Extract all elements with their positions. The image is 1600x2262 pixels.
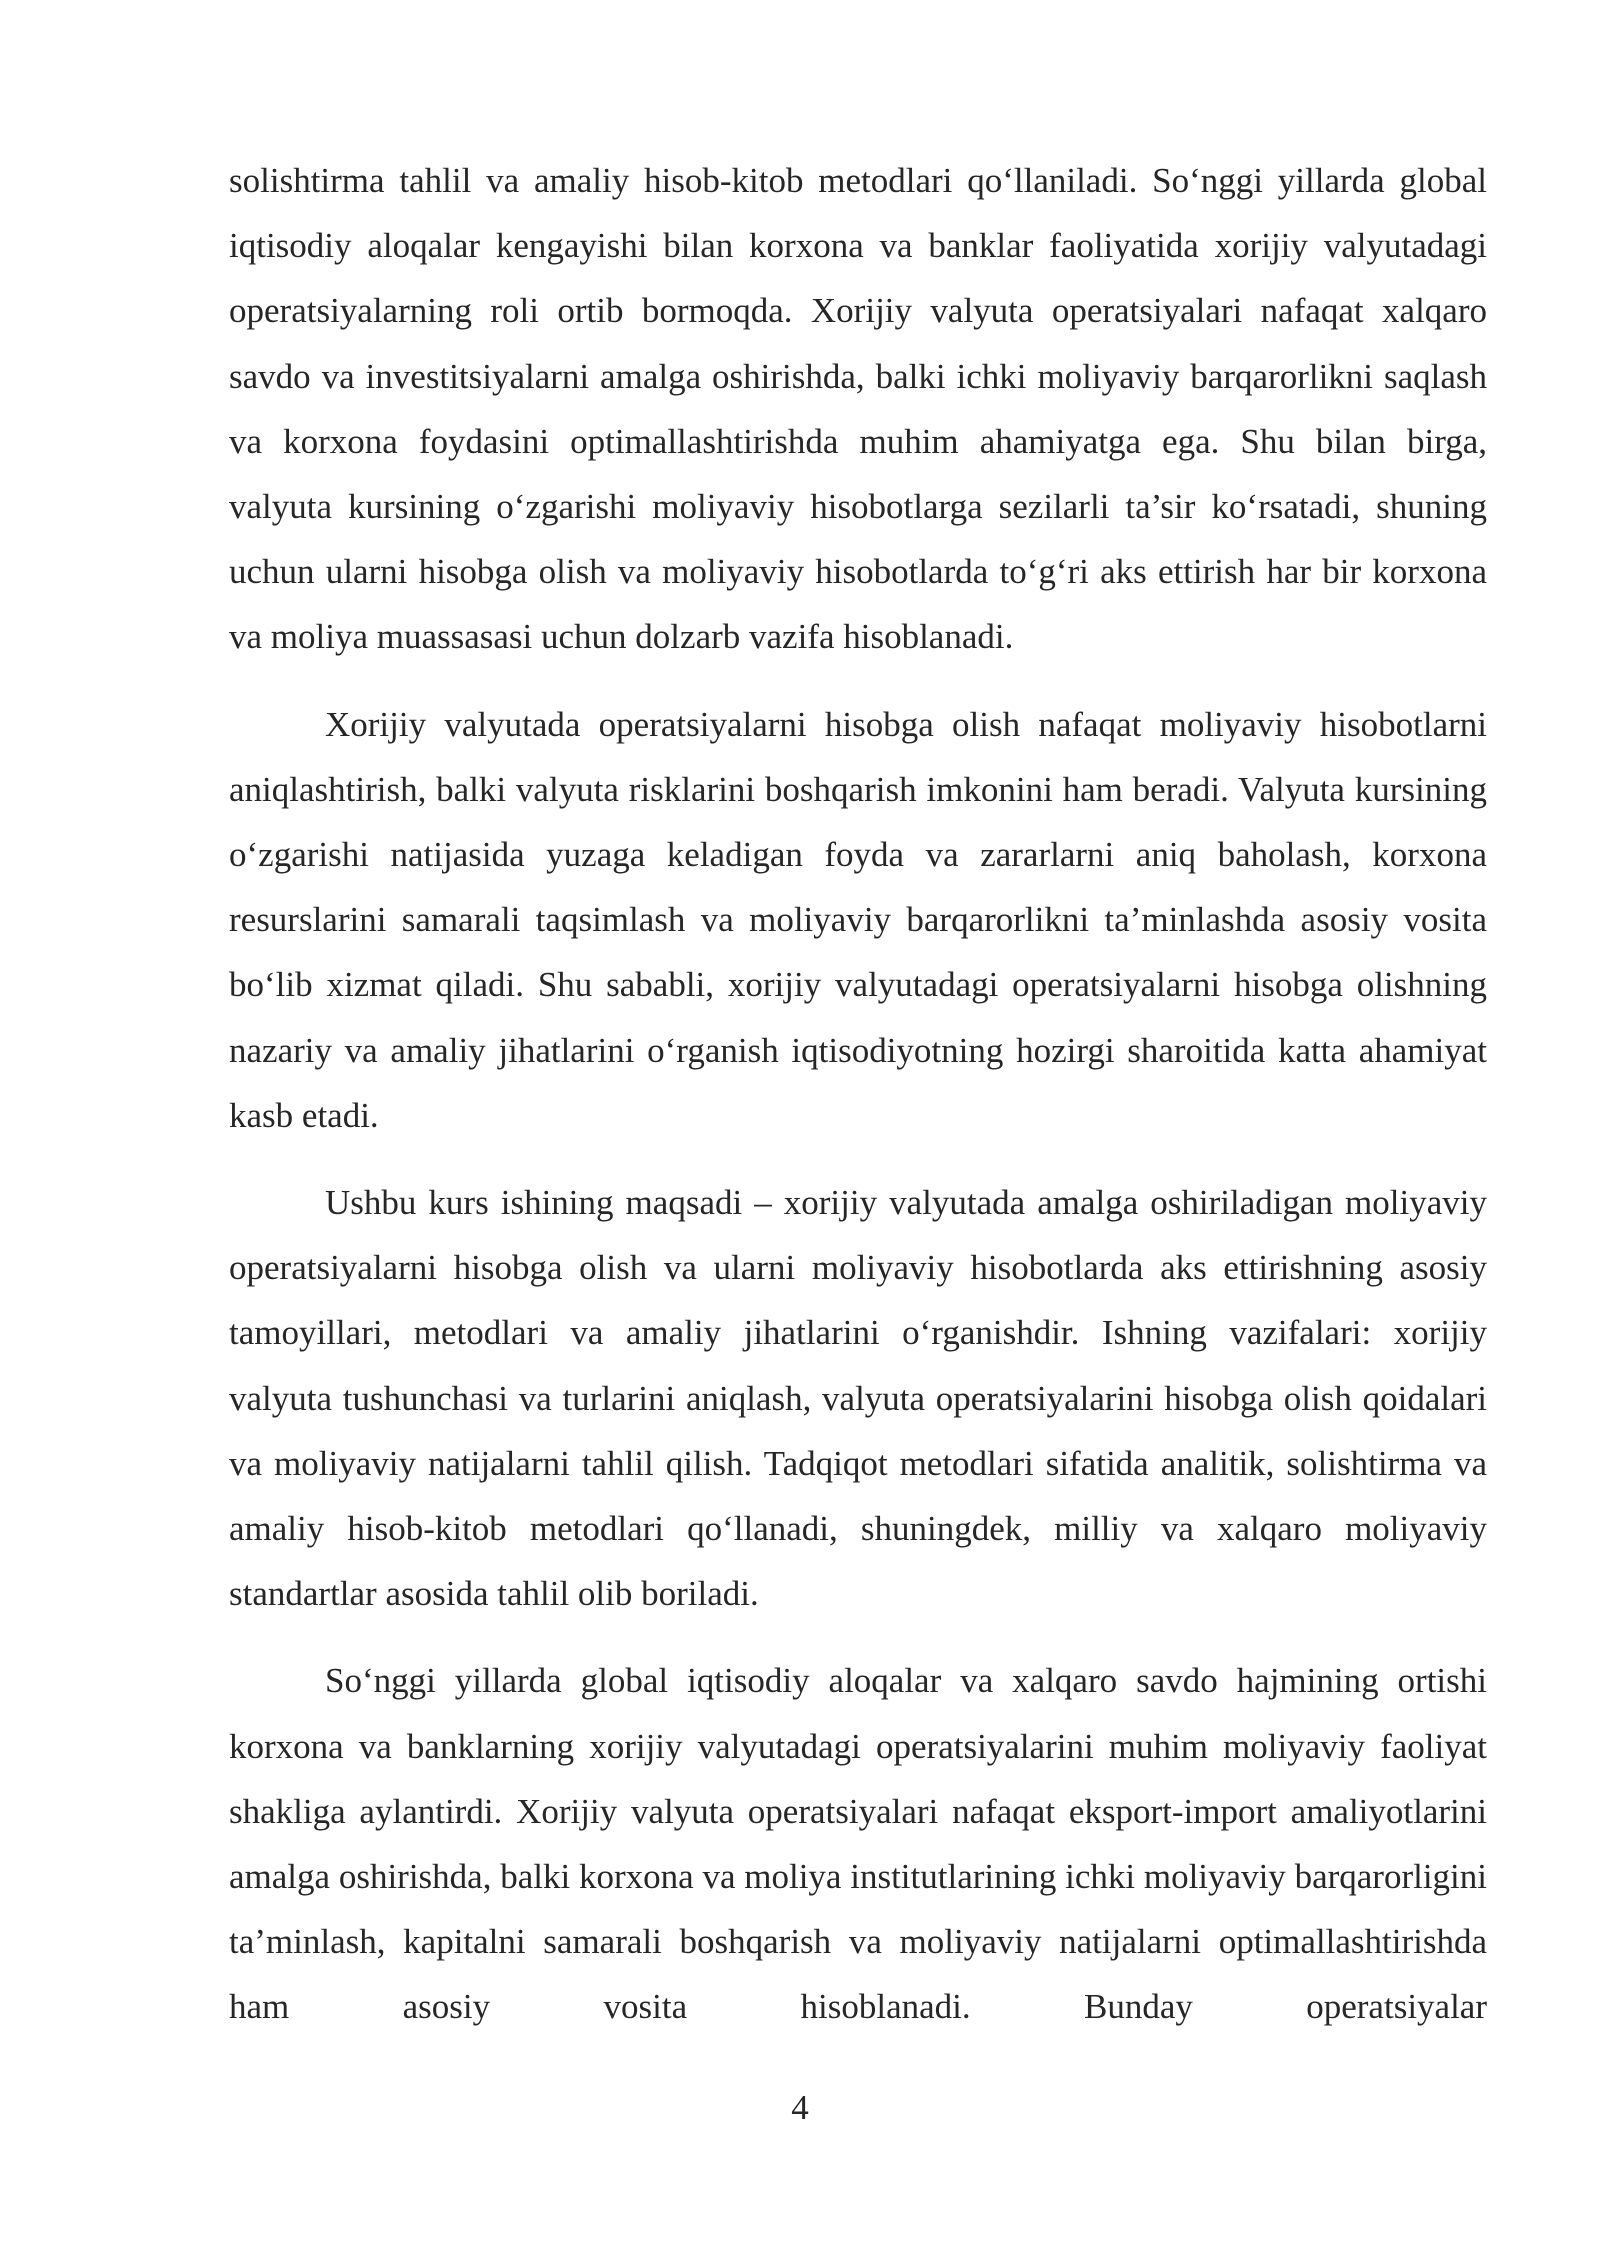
paragraph-continued: solishtirma tahlil va amaliy hisob-kitob metodlari qo‘llaniladi. So‘nggi yillarda global iqtisodiy aloqalar kengayishi bilan korxona va banklar faoliyatida xorijiy valyutadagi operatsiyalarning roli ortib bormoqda. Xorijiy valyuta operatsiyalari nafaqat xalqaro savdo va investitsiyalarni amalga oshirishda, balki ichki moliyaviy barqarorlikni saqlash va korxona foydasini optimallashtirishda muhim ahamiyatga ega. Shu bilan birga, valyuta kursining o‘zgarishi moliyaviy hisobotlarga sezilarli ta’sir ko‘rsatadi, shuning uchun ularni hisobga olish va moliyaviy hisobotlarda to‘g‘ri aks ettirish har bir korxona va moliya muassasasi uchun dolzarb vazifa hisoblanadi.	[229, 161, 1487, 657]
paragraph-course-goal: Ushbu kurs ishining maqsadi – xorijiy valyutada amalga oshiriladigan moliyaviy operatsiyalarni hisobga olish va ularni moliyaviy hisobotlarda aks ettirishning asosiy tamoyillari, metodlari va amaliy jihatlarini o‘rganishdir. Ishning vazifalari: xorijiy valyuta tushunchasi va turlarini aniqlash, valyuta operatsiyalarini hisobga olish qoidalari va moliyaviy natijalarni tahlil qilish. Tadqiqot metodlari sifatida analitik, solishtirma va amaliy hisob-kitob metodlari qo‘llanadi, shuningdek, milliy va xalqaro moliyaviy standartlar asosida tahlil olib boriladi.	[229, 1183, 1487, 1614]
paragraph-global-trade: So‘nggi yillarda global iqtisodiy aloqalar va xalqaro savdo hajmining ortishi korxona va banklarning xorijiy valyutadagi operatsiyalarini muhim moliyaviy faoliyat shakliga aylantirdi. Xorijiy valyuta operatsiyalari nafaqat eksport-import amaliyotlarini amalga oshirishda, balki korxona va moliya institutlarining ichki moliyaviy barqarorligini ta’minlash, kapitalni samarali boshqarish va moliyaviy natijalarni optimallashtirishda ham asosiy vosita hisoblanadi. Bunday operatsiyalar	[229, 1661, 1487, 2027]
paragraph-currency-accounting: Xorijiy valyutada operatsiyalarni hisobga olish nafaqat moliyaviy hisobotlarni aniqlashtirish, balki valyuta risklarini boshqarish imkonini ham beradi. Valyuta kursining o‘zgarishi natijasida yuzaga keladigan foyda va zararlarni aniq baholash, korxona resurslarini samarali taqsimlash va moliyaviy barqarorlikni ta’minlashda asosiy vosita bo‘lib xizmat qiladi. Shu sababli, xorijiy valyutadagi operatsiyalarni hisobga olishning nazariy va amaliy jihatlarini o‘rganish iqtisodiyotning hozirgi sharoitida katta ahamiyat kasb etadi.	[229, 704, 1487, 1135]
body-text	[229, 148, 1487, 2040]
page-number: 4	[791, 2088, 809, 2127]
